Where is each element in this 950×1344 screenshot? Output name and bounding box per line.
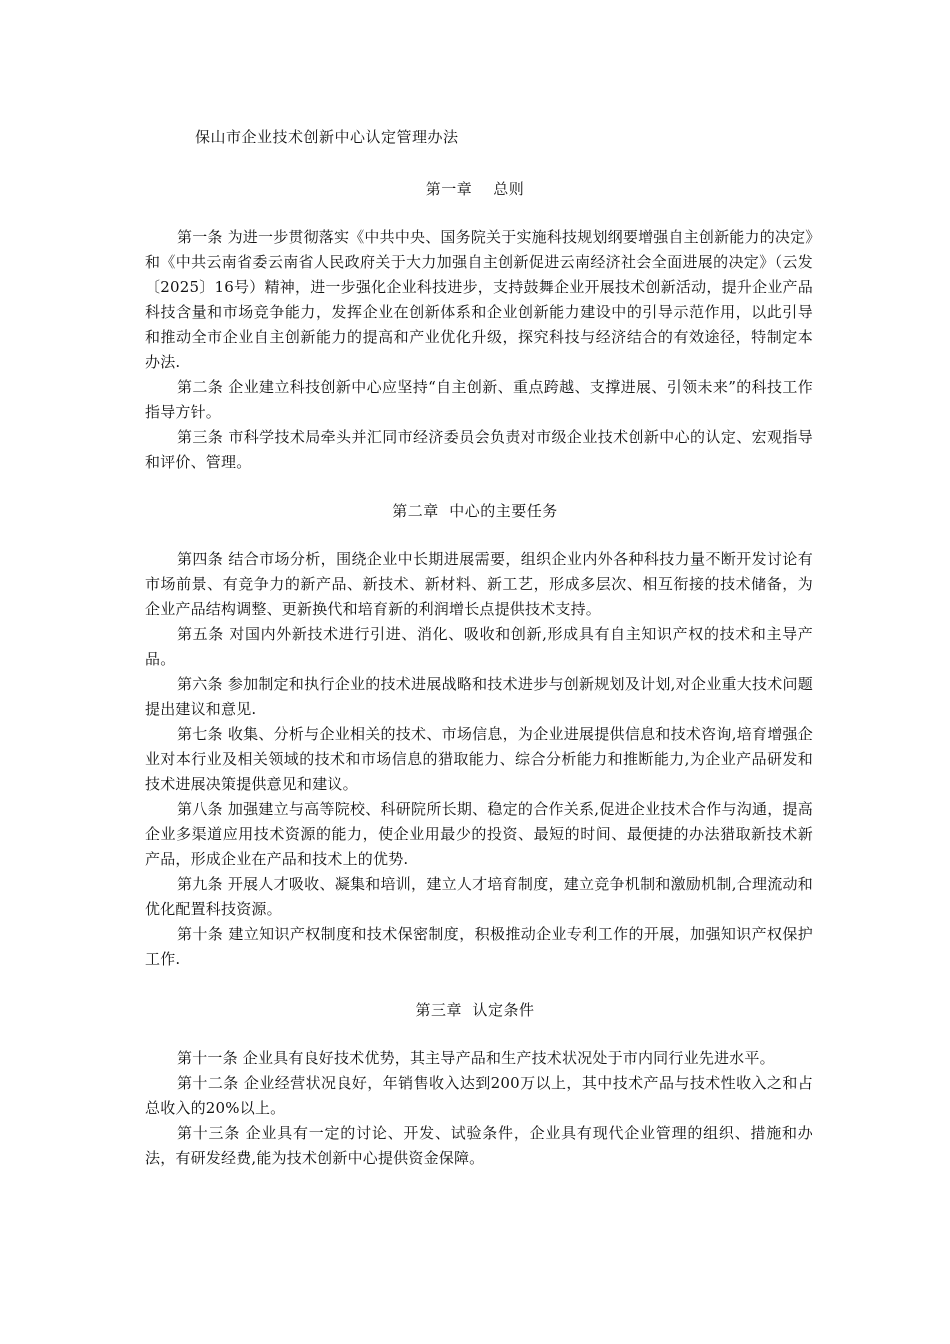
chapter-heading-2: 第二章 中心的主要任务 <box>392 502 558 520</box>
chapter-2-articles <box>145 547 813 972</box>
document-title: 保山市企业技术创新中心认定管理办法 <box>195 128 459 146</box>
article-1: 第一条 为进一步贯彻落实《中共中央、国务院关于实施科技规划纲要增强自主创新能力的决定》和《中共云南省委云南省人民政府关于大力加强自主创新促进云南经济社会全面进展的决定》（云发〔2025〕16号）精神，进一步强化企业科技进步，支持鼓舞企业开展技术创新活动，提升企业产品科技含量和市场竞争能力，发挥企业在创新体系和企业创新能力建设中的引导示范作用，以此引导和推动全市企业自主创新能力的提高和产业优化升级，探究科技与经济结合的有效途径，特制定本办法. <box>145 228 813 371</box>
article-12: 第十二条 企业经营状况良好，年销售收入达到200万以上，其中技术产品与技术性收入之和占总收入的20%以上。 <box>145 1074 813 1117</box>
article-10: 第十条 建立知识产权制度和技术保密制度，积极推动企业专利工作的开展，加强知识产权保护工作. <box>145 925 813 968</box>
article-5: 第五条 对国内外新技术进行引进、消化、吸收和创新,形成具有自主知识产权的技术和主导产品。 <box>145 625 813 668</box>
article-11: 第十一条 企业具有良好技术优势，其主导产品和生产技术状况处于市内同行业先进水平。 <box>177 1049 775 1067</box>
chapter-3-articles <box>145 1046 813 1171</box>
chapter-1-articles <box>145 225 813 475</box>
chapter-heading-1: 第一章 总则 <box>425 180 525 198</box>
chapter-heading-3: 第三章 认定条件 <box>415 1001 535 1019</box>
article-9: 第九条 开展人才吸收、凝集和培训，建立人才培育制度，建立竞争机制和激励机制,合理流动和优化配置科技资源。 <box>145 875 813 918</box>
article-6: 第六条 参加制定和执行企业的技术进展战略和技术进步与创新规划及计划,对企业重大技术问题提出建议和意见. <box>145 675 813 718</box>
article-3: 第三条 市科学技术局牵头并汇同市经济委员会负责对市级企业技术创新中心的认定、宏观指导和评价、管理。 <box>145 428 813 471</box>
article-13: 第十三条 企业具有一定的讨论、开发、试验条件，企业具有现代企业管理的组织、措施和办法，有研发经费,能为技术创新中心提供资金保障。 <box>145 1124 813 1167</box>
article-2: 第二条 企业建立科技创新中心应坚持“自主创新、重点跨越、支撑进展、引领未来”的科技工作指导方针。 <box>145 378 813 421</box>
article-4: 第四条 结合市场分析，围绕企业中长期进展需要，组织企业内外各种科技力量不断开发讨论有市场前景、有竞争力的新产品、新技术、新材料、新工艺，形成多层次、相互衔接的技术储备，为企业产品结构调整、更新换代和培育新的利润增长点提供技术支持。 <box>145 550 813 618</box>
article-7: 第七条 收集、分析与企业相关的技术、市场信息，为企业进展提供信息和技术咨询,培育增强企业对本行业及相关领域的技术和市场信息的猎取能力、综合分析能力和推断能力,为企业产品研发和技术进展决策提供意见和建议。 <box>145 725 813 793</box>
article-8: 第八条 加强建立与高等院校、科研院所长期、稳定的合作关系,促进企业技术合作与沟通，提高企业多渠道应用技术资源的能力，使企业用最少的投资、最短的时间、最便捷的办法猎取新技术新产品，形成企业在产品和技术上的优势. <box>145 800 813 868</box>
